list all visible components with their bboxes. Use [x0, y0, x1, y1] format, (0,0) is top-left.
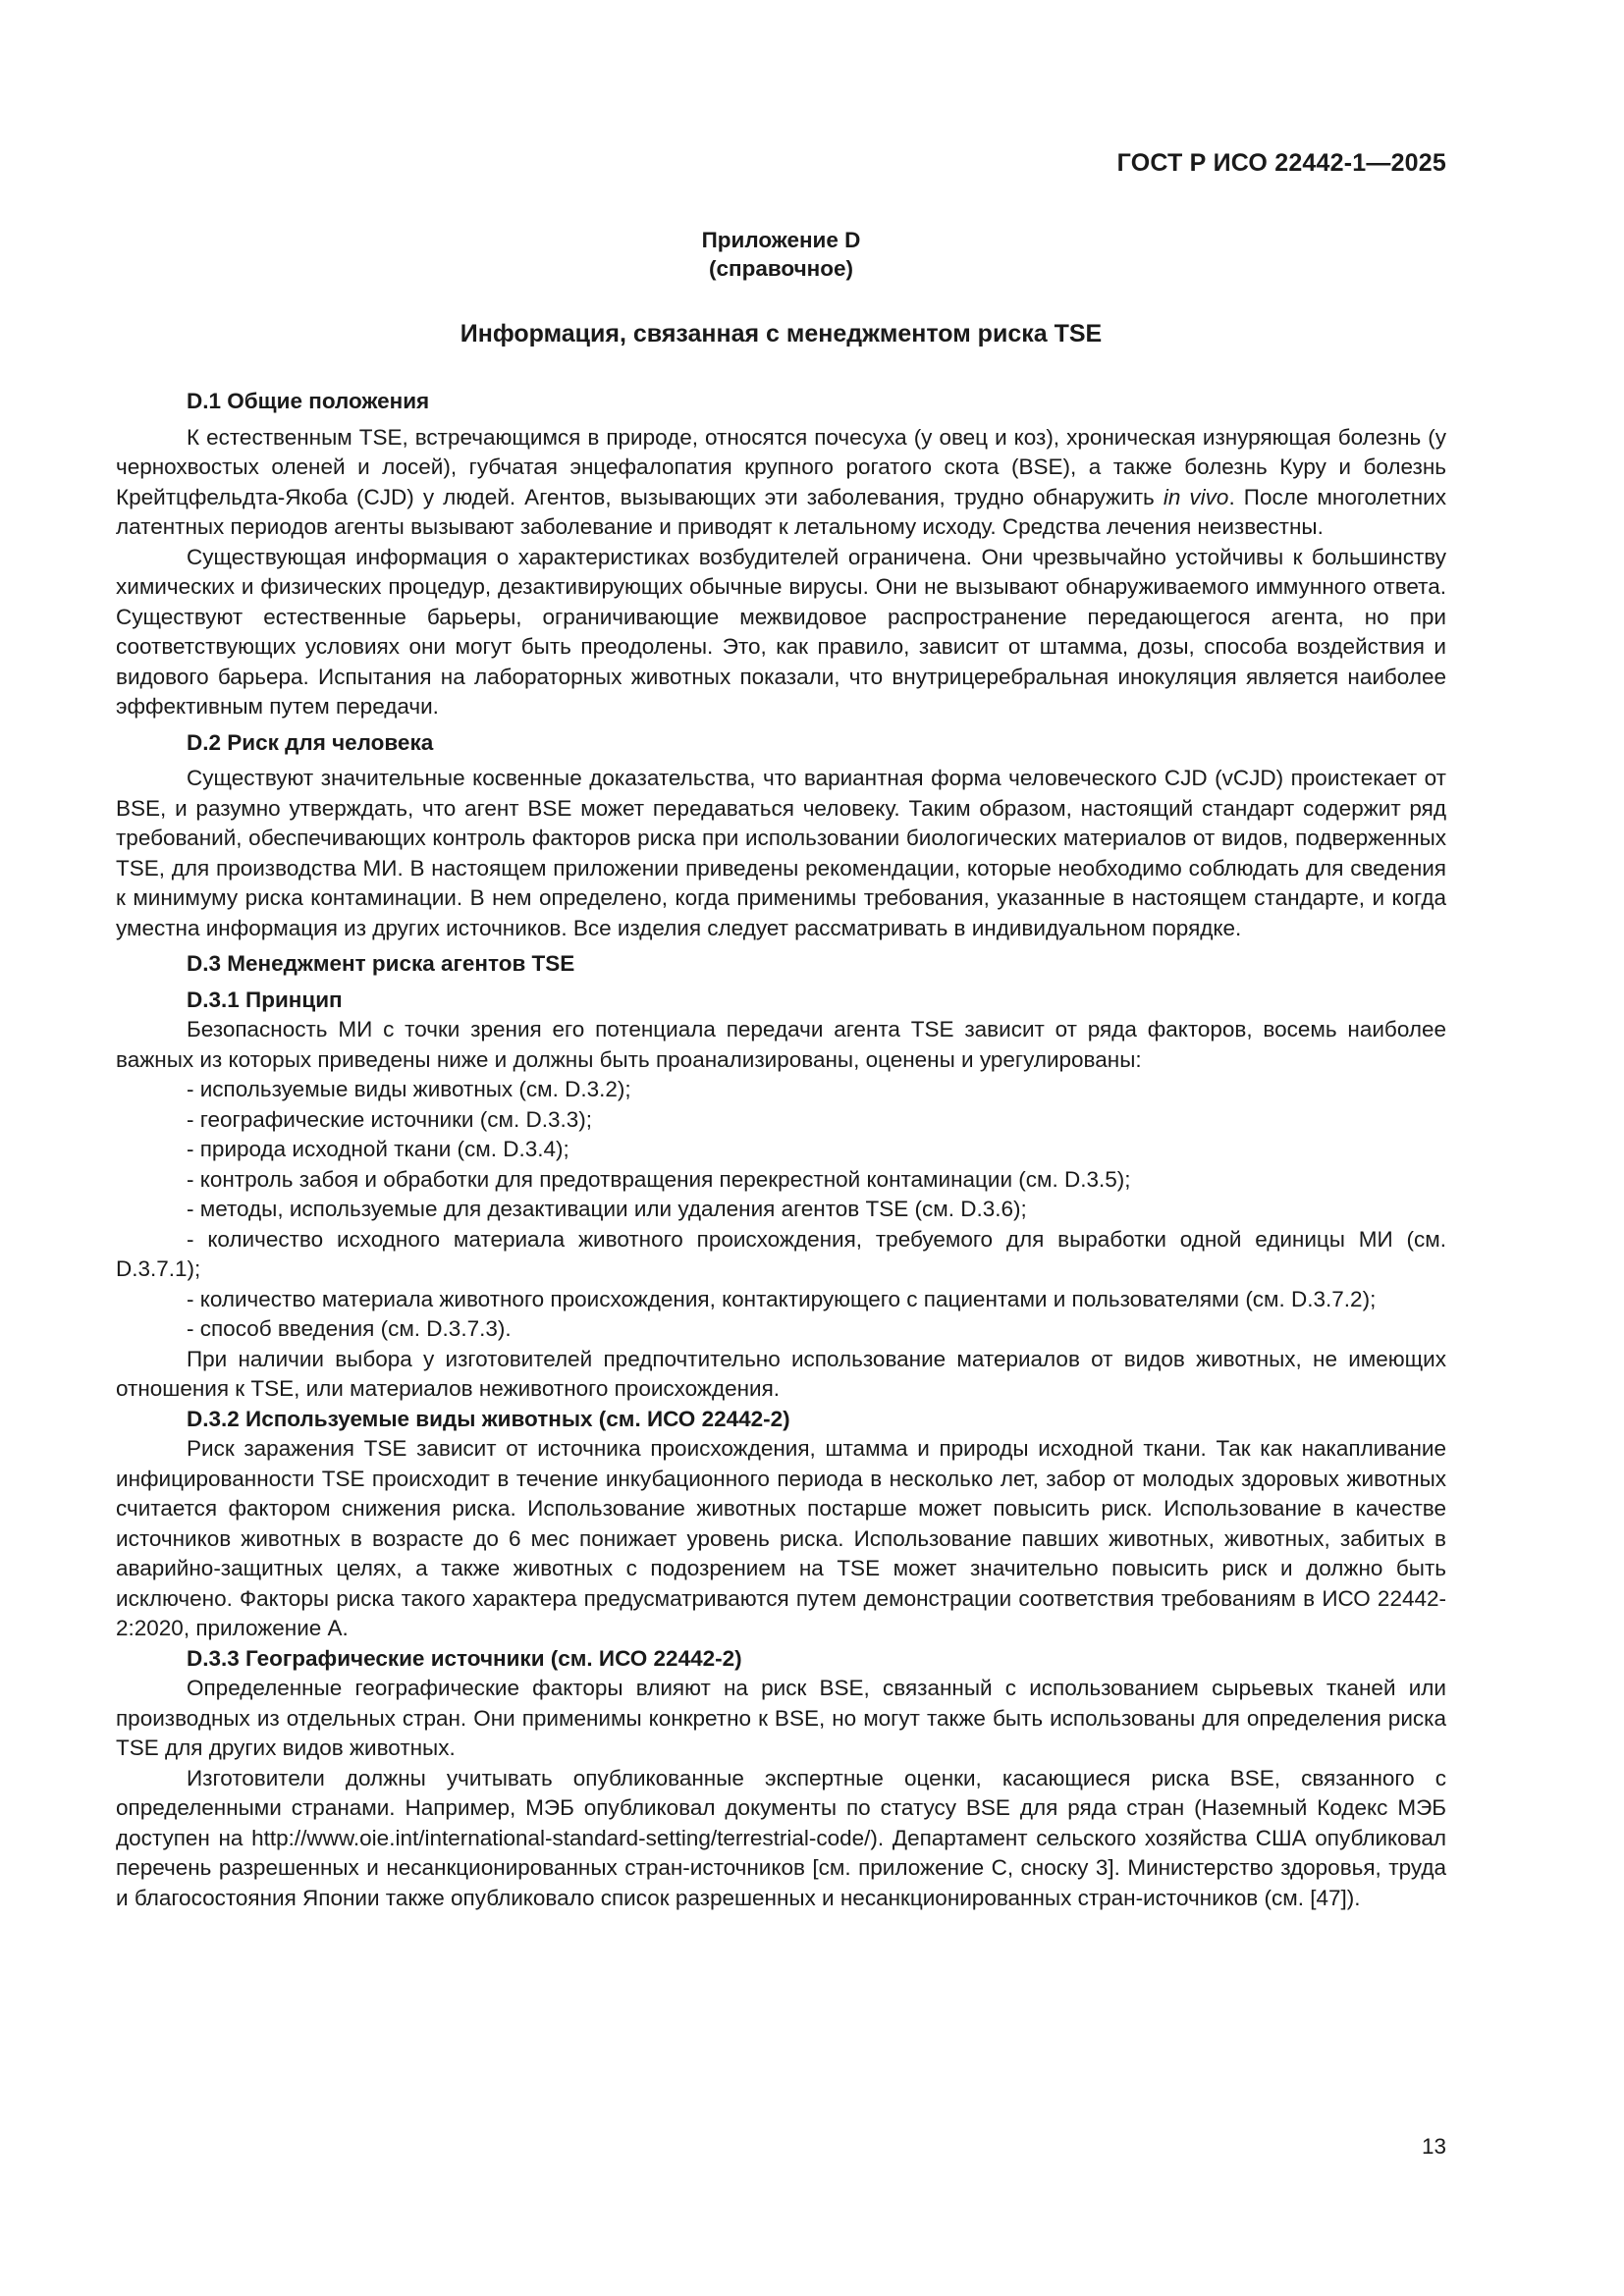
document-code: ГОСТ Р ИСО 22442-1—2025 — [1116, 149, 1446, 177]
section-heading-d2: D.2 Риск для человека — [187, 729, 434, 755]
list-item: - природа исходной ткани (см. D.3.4); — [187, 1137, 569, 1161]
paragraph-d31-intro: Безопасность МИ с точки зрения его потенциала передачи агента TSE зависит от ряда факторов, восемь наиболее важных из которых приведены ниже и должны быть проанализированы, оценены и урегулированы: — [116, 1017, 1446, 1072]
section-heading-d32: D.3.2 Используемые виды животных (см. ИСО 22442-2) — [187, 1406, 790, 1431]
list-item: - количество исходного материала животного происхождения, требуемого для выработки одной единицы МИ (см. D.3.7.1); — [116, 1226, 1446, 1281]
list-item: - способ введения (см. D.3.7.3). — [187, 1316, 512, 1341]
document-page — [116, 0, 1446, 2296]
paragraph-d33-1: Определенные географические факторы влияют на риск BSE, связанный с использованием сырьевых тканей или производных из отдельных стран. Они применимы конкретно к BSE, но могут также быть использованы для определения риска TSE для других видов животных. — [116, 1676, 1446, 1760]
page-number: 13 — [1421, 2134, 1446, 2159]
list-item: - методы, используемые для дезактивации или удаления агентов TSE (см. D.3.6); — [187, 1197, 1027, 1221]
italic-term: in vivo — [1163, 484, 1229, 509]
document-body — [116, 387, 1446, 1913]
list-item: - географические источники (см. D.3.3); — [187, 1106, 592, 1132]
section-heading-d33: D.3.3 Географические источники (см. ИСО 22442-2) — [187, 1645, 742, 1671]
paragraph-d2-1: Существуют значительные косвенные доказательства, что вариантная форма человеческого CJD (vCJD) проистекает от BSE, и разумно утверждать, что агент BSE может передаваться человеку. Таким образом, настоящий стандарт содержит ряд требований, обеспечивающих контроль факторов риска при использовании биологических материалов от видов, подверженных TSE, для производства МИ. В настоящем приложении приведены рекомендации, которые необходимо соблюдать для сведения к минимуму риска контаминации. В нем определено, когда применимы требования, указанные в настоящем стандарте, и когда уместна информация из других источников. Все изделия следует рассматривать в индивидуальном порядке. — [116, 766, 1446, 940]
list-item: - контроль забоя и обработки для предотвращения перекрестной контаминации (см. D.3.5); — [187, 1166, 1131, 1192]
paragraph-d31-closing: При наличии выбора у изготовителей предпочтительно использование материалов от видов животных, не имеющих отношения к TSE, или материалов неживотного происхождения. — [116, 1346, 1446, 1401]
list-item: - количество материала животного происхождения, контактирующего с пациентами и пользователями (см. D.3.7.2); — [187, 1286, 1377, 1311]
paragraph-d1-2: Существующая информация о характеристиках возбудителей ограничена. Они чрезвычайно устойчивы к большинству химических и физических процедур, дезактивирующих обычные вирусы. Они не вызывают обнаруживаемого иммунного ответа. Существуют естественные барьеры, ограничивающие межвидовое распространение передающегося агента, но при соответствующих условиях они могут быть преодолены. Это, как правило, зависит от штамма, дозы, способа воздействия и видового барьера. Испытания на лабораторных животных показали, что внутрицеребральная инокуляция является наиболее эффективным путем передачи. — [116, 544, 1446, 719]
appendix-kind: (справочное) — [709, 256, 853, 281]
paragraph-d1-1: К естественным TSE, встречающимся в природе, относятся почесуха (у овец и коз), хроническая изнуряющая болезнь (у чернохвостых оленей и лосей), губчатая энцефалопатия крупного рогатого скота (BSE), а также болезнь Куру и болезнь Крейтцфельдта-Якоба (CJD) у людей. Агентов, вызывающих эти заболевания, трудно обнаружить in vivo. После многолетних латентных периодов агенты вызывают заболевание и приводят к летальному исходу. Средства лечения неизвестны. — [116, 424, 1447, 539]
section-heading-d3: D.3 Менеджмент риска агентов TSE — [187, 951, 575, 976]
paragraph-d32-1: Риск заражения TSE зависит от источника происхождения, штамма и природы исходной ткани. Так как накапливание инфицированности TSE происходит в течение инкубационного периода в несколько лет, забор от молодых здоровых животных считается фактором снижения риска. Использование животных постарше может повысить риск. Использование в качестве источников животных в возрасте до 6 мес понижает уровень риска. Использование павших животных, животных, забитых в аварийно-защитных целях, а также животных с подозрением на TSE может значительно повысить риск и должно быть исключено. Факторы риска такого характера предусматриваются путем демонстрации соответствия требованиям в ИСО 22442-2:2020, приложение А. — [116, 1436, 1446, 1640]
list-item: - используемые виды животных (см. D.3.2); — [187, 1077, 631, 1101]
appendix-title: Приложение D — [701, 228, 861, 252]
section-heading-d31: D.3.1 Принцип — [187, 987, 343, 1012]
section-heading-d1: D.1 Общие положения — [187, 389, 430, 413]
main-title: Информация, связанная с менеджментом риска TSE — [460, 320, 1103, 347]
paragraph-d33-2: Изготовители должны учитывать опубликованные экспертные оценки, касающиеся риска BSE, связанного с определенными странами. Например, МЭБ опубликовал документы по статусу BSE для ряда стран (Наземный Кодекс МЭБ доступен на http://www.oie.int/international-standard-setting/terrestrial-code/). Департамент сельского хозяйства США опубликовал перечень разрешенных и несанкционированных стран-источников [см. приложение С, сноску 3]. Министерство здоровья, труда и благосостояния Японии также опубликовало список разрешенных и несанкционированных стран-источников (см. [47]). — [116, 1765, 1446, 1910]
